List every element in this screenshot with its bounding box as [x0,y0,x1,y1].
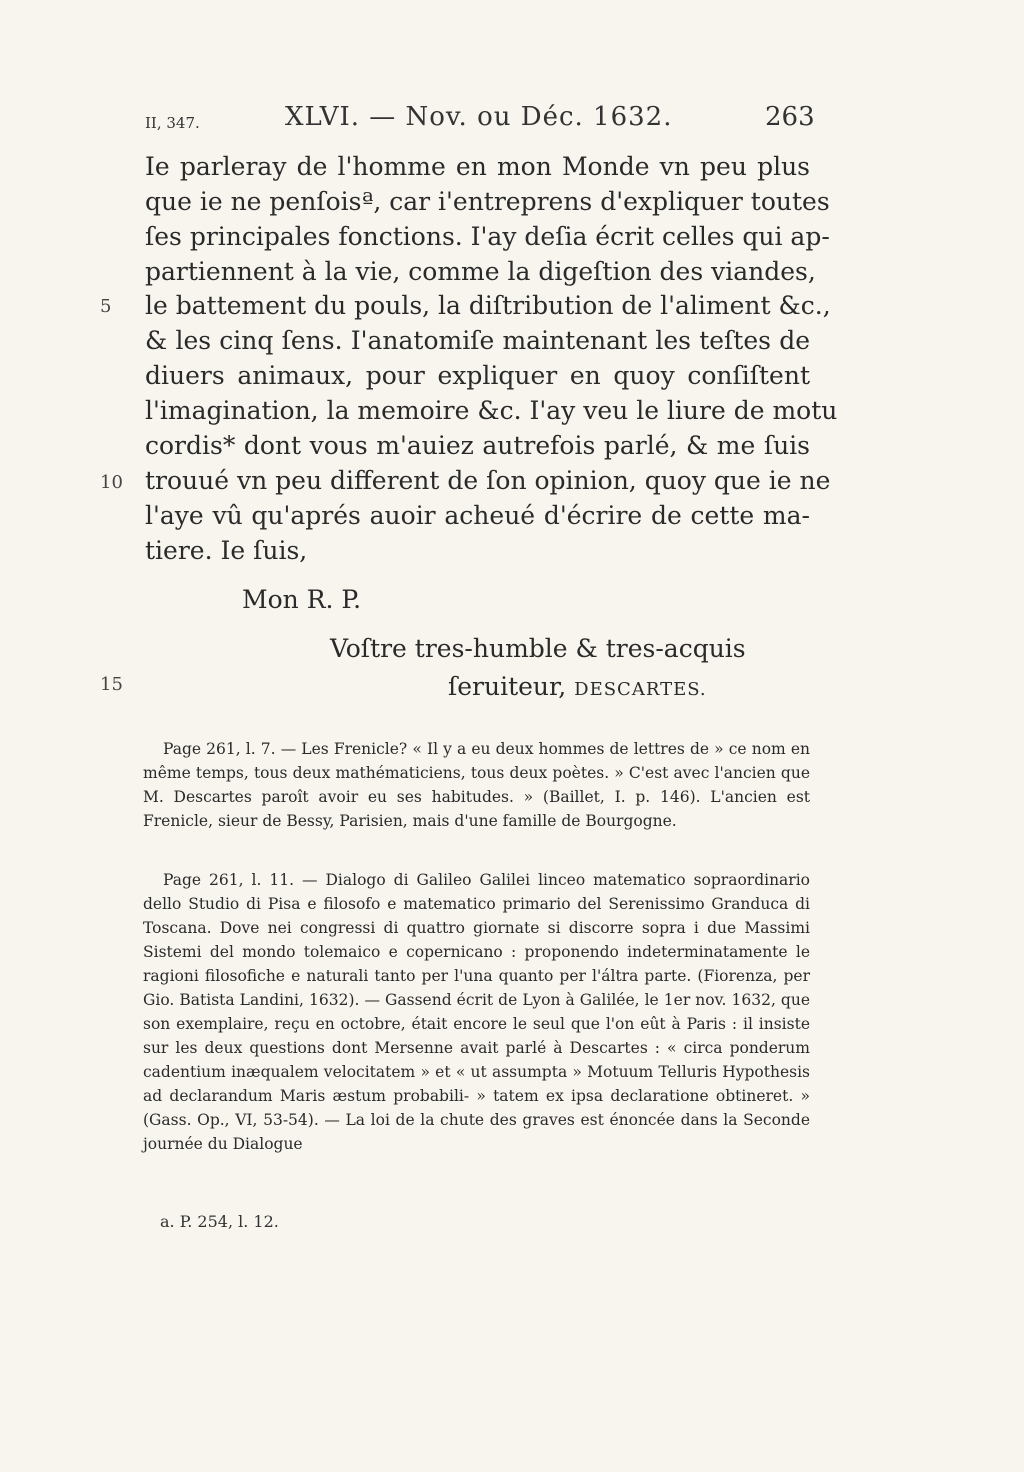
editorial-note-2 [143,868,810,1156]
page-number: 263 [765,102,815,132]
body-line: Ie parleray de l'homme en mon Monde vn peu plus [145,152,810,181]
body-line: & les cinq ſens. I'anatomiſe maintenant les teſtes de [145,326,810,355]
body-line: tiere. Ie ſuis, [145,536,308,565]
editorial-note-1 [143,737,810,833]
footnote: a. P. 254, l. 12. [160,1212,279,1231]
closing-signature-line [448,670,707,707]
note-paragraph: Page 261, l. 7. — Les Frenicle? « Il y a eu deux hommes de lettres de » ce nom en même temps, tous deux mathématiciens, tous deux poètes. » C'est avec l'ancien que M. Descartes paroît avoir eu ses habitudes. » (Baillet, I. p. 146). L'ancien est Frenicle, sieur de Bessy, Parisien, mais d'une famille de Bourgogne. [143,740,810,830]
closing-formula: Voſtre tres-humble & tres-acquis [330,634,746,663]
body-line: partiennent à la vie, comme la digeſtion des viandes, [145,257,816,286]
header-reference: II, 347. [145,114,200,132]
body-line: que ie ne penſoisª, car i'entreprens d'expliquer toutes [145,187,830,216]
line-number: 5 [100,296,112,317]
body-line: diuers animaux, pour expliquer en quoy conſiſtent [145,361,810,390]
note-paragraph: Page 261, l. 11. — Dialogo di Galileo Galilei linceo matematico sopraordinario dello Studio di Pisa e filosofo e matematico primario del Serenissimo Granduca di Toscana. Dove nei congressi di quattro giornate si discorre sopra i due Massimi Sistemi del mondo tolemaico e copernicano : proponendo indeterminatamente le ragioni filosofiche e naturali tanto per l'una quanto per l'áltra parte. (Fiorenza, per Gio. Batista Landini, 1632). — Gassend écrit de Lyon à Galilée, le 1er nov. 1632, que son exemplaire, reçu en octobre, était encore le seul que l'on eût à Paris : il insiste sur les deux questions dont Mersenne avait parlé à Descartes : « circa ponderum cadentium inæqualem velocitatem » et « ut assumpta » Motuum Telluris Hypothesis ad declarandum Maris æstum probabili- » tatem ex ipsa declaratione obtineret. » (Gass. Op., VI, 53-54). — La loi de la chute des graves est énoncée dans la Seconde journée du Dialogue [143,871,810,1153]
line-number: 10 [100,472,123,493]
body-line: l'imagination, la memoire &c. I'ay veu le liure de motu [145,396,838,425]
header-title: XLVI. — Nov. ou Déc. 1632. [285,102,673,132]
line-number: 15 [100,674,123,695]
body-line: trouué vn peu different de ſon opinion, quoy que ie ne [145,466,831,495]
salutation: Mon R. P. [242,585,362,614]
body-line: cordis* dont vous m'auiez autrefois parlé, & me ſuis [145,431,810,460]
body-line: le battement du pouls, la diſtribution de l'aliment &c., [145,291,831,320]
body-line: ſes principales fonctions. I'ay deſia écrit celles qui ap- [145,222,830,251]
body-line: l'aye vû qu'aprés auoir acheué d'écrire de cette ma- [145,501,810,530]
signature: DESCARTES. [574,679,707,700]
running-header [0,100,1024,140]
closing-word: ſeruiteur, [448,672,567,701]
